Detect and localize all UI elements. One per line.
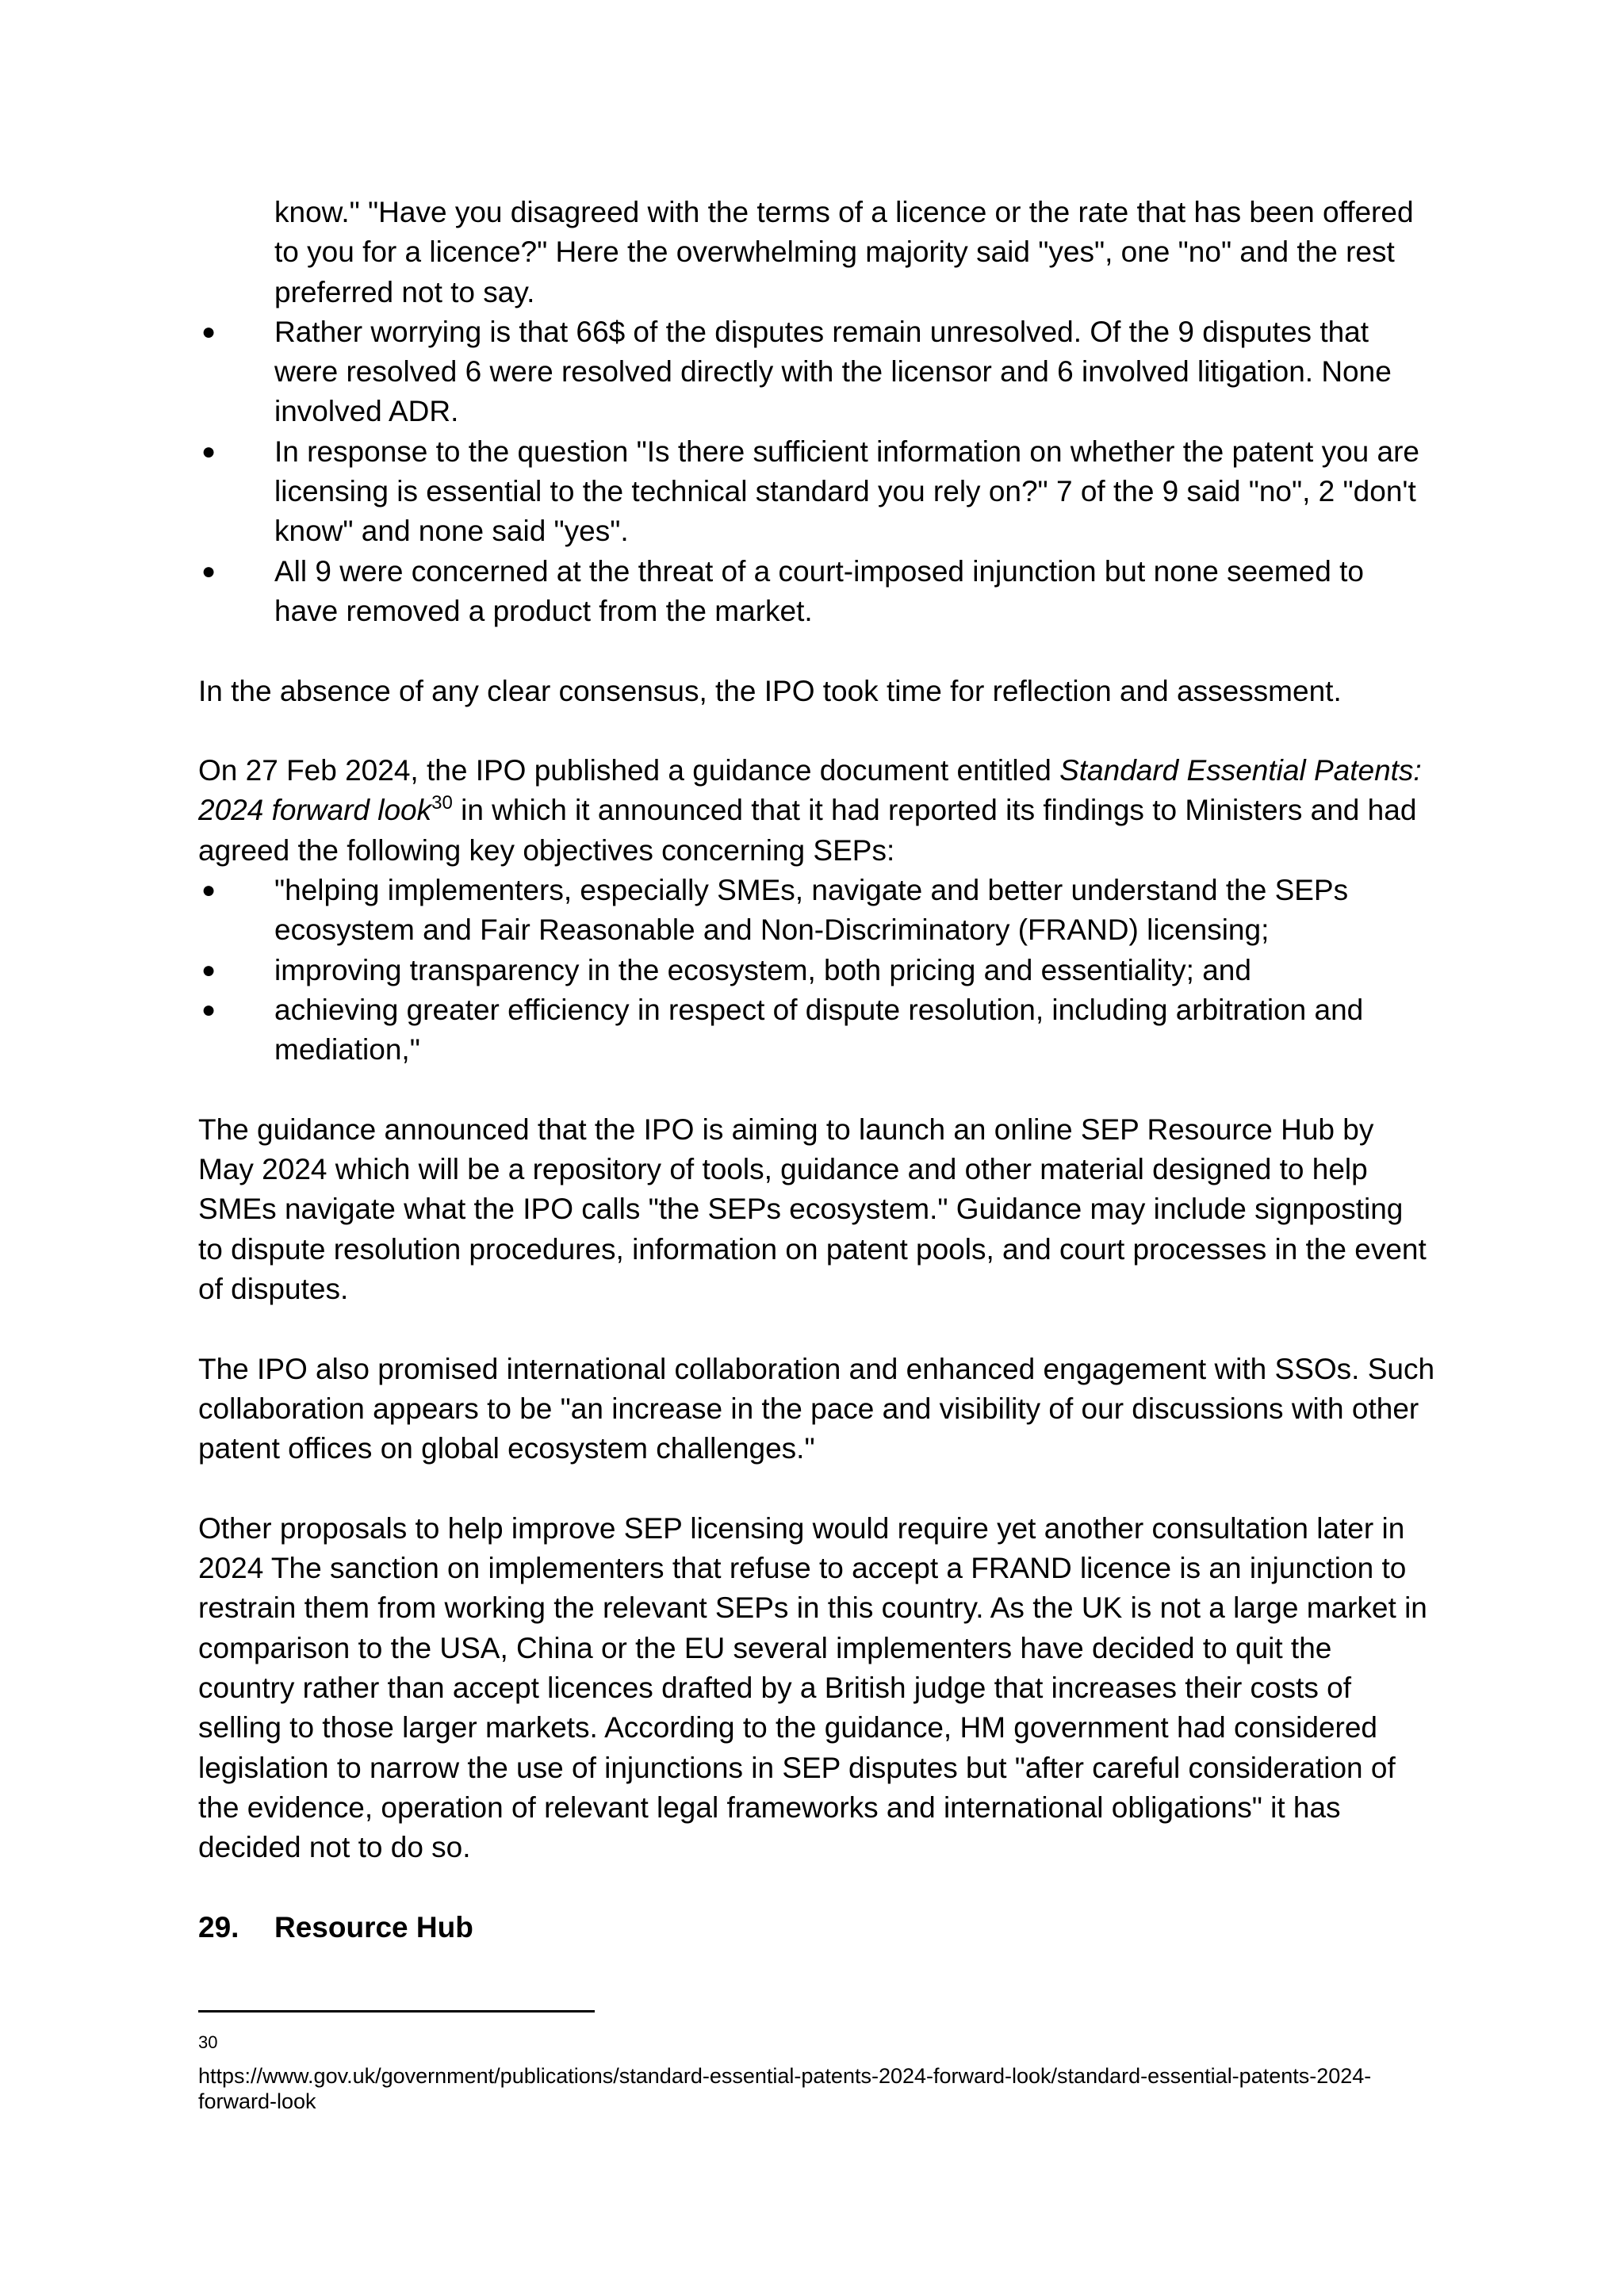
document-title: Standard Essential Patents: 2024 forward look bbox=[198, 754, 1422, 827]
collaboration-paragraph: The IPO also promised international collaboration and enhanced engagement with SSOs. Such collaboration appears to be "an increase in the pace and visibility of our discussions with other patent offices on global ecosystem challenges." bbox=[198, 1352, 1435, 1465]
body-text bbox=[198, 193, 1435, 1947]
footnote-number: 30 bbox=[198, 2032, 218, 2052]
guidance-paragraph: On 27 Feb 2024, the IPO published a guidance document entitled Standard Essential Patents: 2024 forward look$^{30}$ in which it announced that it had reported its findings to Ministers and had agreed the following key objectives concerning SEPs: bbox=[198, 754, 1422, 867]
footnote-divider bbox=[198, 2010, 595, 2013]
absence-paragraph: In the absence of any clear consensus, the IPO took time for reflection and assessment. bbox=[198, 674, 1342, 707]
list-item: ● Rather worrying is that 66$ of the disputes remain unresolved. Of the 9 disputes that were resolved 6 were resolved directly with the licensor and 6 involved litigation. None involved ADR. bbox=[198, 312, 1435, 432]
objectives-list bbox=[198, 871, 1435, 1070]
list-item: ● "helping implementers, especially SMEs, navigate and better understand the SEPs ecosystem and Fair Reasonable and Non-Discriminatory (FRAND) licensing; bbox=[198, 871, 1435, 951]
proposals-paragraph: Other proposals to help improve SEP licensing would require yet another consultation later in 2024 The sanction on implementers that refuse to accept a FRAND licence is an injunction to restrain them from working the relevant SEPs in this country. As the UK is not a large market in comparison to the USA, China or the EU several implementers have decided to quit the country rather than accept licences drafted by a British judge that increases their costs of selling to those larger markets. According to the guidance, HM government had considered legislation to narrow the use of injunctions in SEP disputes but "after careful consideration of the evidence, operation of relevant legal frameworks and international obligations" it has decided not to do so. bbox=[198, 1511, 1427, 1864]
bullet-icon: ● bbox=[201, 956, 216, 983]
section-number: 29. bbox=[198, 1910, 239, 1944]
bullet-icon: ● bbox=[201, 318, 216, 345]
list-item: ● improving transparency in the ecosystem, both pricing and essentiality; and bbox=[198, 951, 1435, 990]
footnote-link[interactable]: https://www.gov.uk/government/publications/standard-essential-patents-2024-forward-look/standard-essential-patents-2024-forward-look bbox=[198, 2064, 1372, 2113]
list-item: ● In response to the question "Is there sufficient information on whether the patent you are licensing is essential to the technical standard you rely on?" 7 of the 9 said "no", 2 "don't know" and none said "yes". bbox=[198, 432, 1435, 552]
section-title: Resource Hub bbox=[274, 1910, 473, 1944]
list-item: ● achieving greater efficiency in respect of dispute resolution, including arbitration and mediation," bbox=[198, 990, 1435, 1070]
bullet-icon: ● bbox=[201, 996, 216, 1023]
resource-hub-paragraph: The guidance announced that the IPO is aiming to launch an online SEP Resource Hub by May 2024 which will be a repository of tools, guidance and other material designed to help SMEs navigate what the IPO calls "the SEPs ecosystem." Guidance may include signposting to dispute resolution procedures, information on patent pools, and court processes in the event of disputes. bbox=[198, 1113, 1427, 1306]
list-item: ● All 9 were concerned at the threat of a court-imposed injunction but none seemed to have removed a product from the market. bbox=[198, 552, 1435, 632]
bullet-icon: ● bbox=[201, 557, 216, 584]
continuation-paragraph: know." "Have you disagreed with the terms of a licence or the rate that has been offered to you for a licence?" Here the overwhelming majority said "yes", one "no" and the rest preferred not to say. bbox=[274, 196, 1414, 308]
footnote-reference: 30 bbox=[431, 792, 453, 814]
section-heading bbox=[198, 1908, 1435, 1947]
bullet-icon: ● bbox=[201, 438, 216, 465]
survey-findings-list bbox=[198, 312, 1435, 631]
bullet-icon: ● bbox=[201, 877, 216, 904]
